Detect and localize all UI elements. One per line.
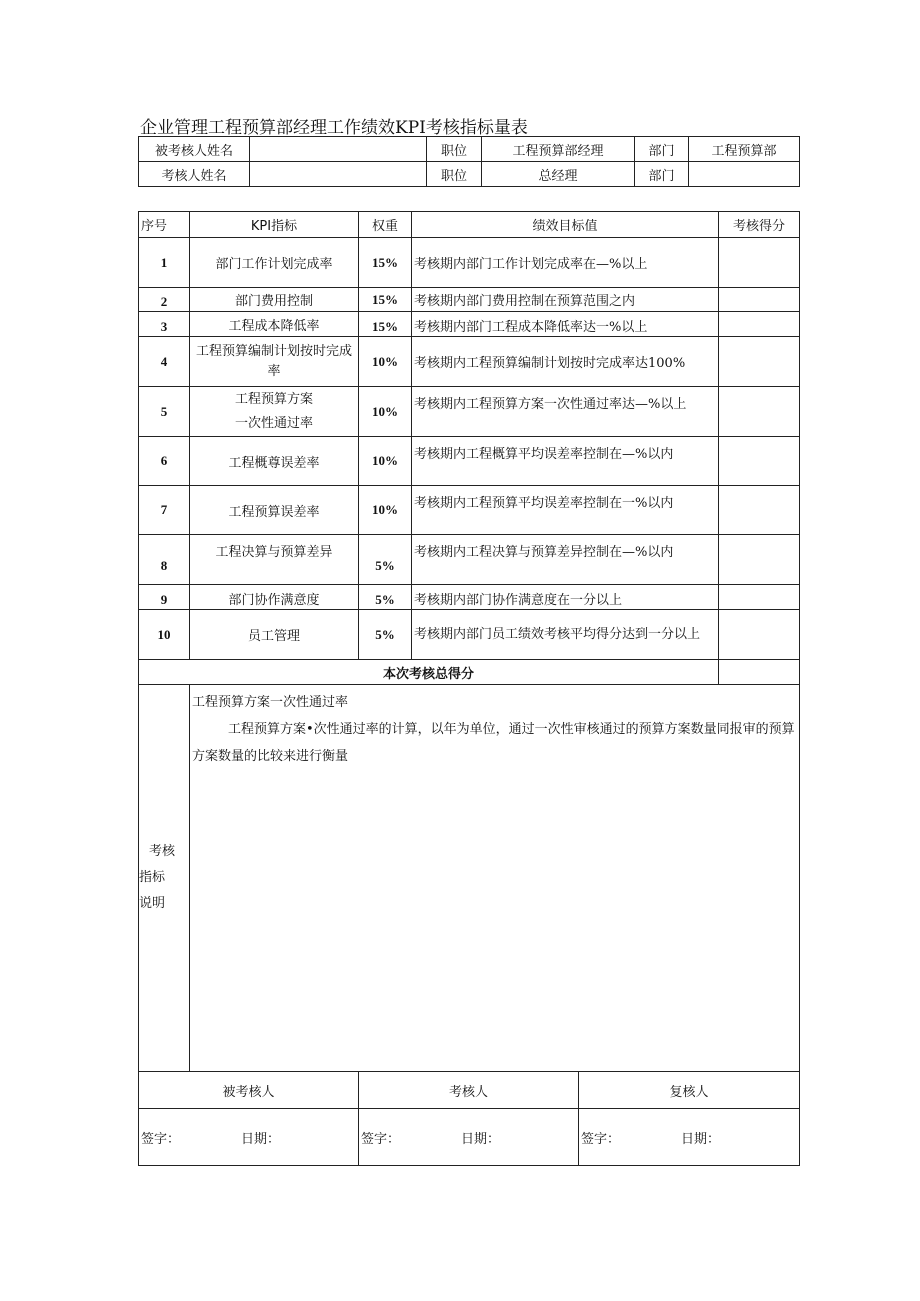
row-score-field[interactable] (719, 535, 800, 585)
row-score-field[interactable] (719, 337, 800, 387)
row-weight: 5% (359, 610, 412, 660)
description-label-line1: 考核 (149, 844, 176, 859)
row-no: 5 (139, 387, 190, 437)
kpi-row (139, 312, 800, 337)
header-target: 绩效目标值 (412, 212, 719, 238)
description-body (190, 685, 800, 1072)
row-weight: 10% (359, 437, 412, 486)
header-weight: 权重 (359, 212, 412, 238)
row-weight: 5% (359, 585, 412, 610)
row-score-field[interactable] (719, 288, 800, 312)
examiner-name-field[interactable] (250, 162, 427, 187)
row-indicator-line2: 一次性通过率 (234, 415, 313, 431)
sign-label: 签字： (581, 1131, 621, 1147)
info-table (138, 136, 800, 187)
kpi-row (139, 238, 800, 288)
row-no: 3 (139, 312, 190, 337)
department-label: 部门 (635, 137, 689, 162)
row-weight: 10% (359, 337, 412, 387)
row-target: 考核期内部门工作计划完成率在—%以上 (412, 238, 719, 288)
signature-table (138, 1071, 800, 1166)
total-score-label: 本次考核总得分 (139, 660, 719, 685)
examinee-position-value[interactable]: 工程预算部经理 (482, 137, 635, 162)
row-target: 考核期内工程概算平均误差率控制在—%以内 (412, 437, 719, 486)
row-target: 考核期内工程预算编制计划按时完成率达100% (412, 337, 719, 387)
position-label: 职位 (427, 162, 482, 187)
row-no: 1 (139, 238, 190, 288)
row-target: 考核期内工程决算与预算差异控制在—%以内 (412, 535, 719, 585)
page-title: 企业管理工程预算部经理工作绩效KPI考核指标量表 (140, 118, 528, 138)
row-score-field[interactable] (719, 437, 800, 486)
total-row (139, 660, 800, 685)
date-label: 日期： (241, 1131, 281, 1147)
kpi-table (138, 211, 800, 1072)
row-indicator: 工程概尊误差率 (190, 437, 359, 486)
header-indicator: KPI指标 (190, 212, 359, 238)
row-no: 2 (139, 288, 190, 312)
row-score-field[interactable] (719, 486, 800, 535)
row-indicator: 员工管理 (190, 610, 359, 660)
kpi-row (139, 585, 800, 610)
row-weight: 5% (359, 535, 412, 585)
examiner-position-value[interactable]: 总经理 (482, 162, 635, 187)
kpi-header-row (139, 212, 800, 238)
row-weight: 15% (359, 238, 412, 288)
examinee-signature-cell[interactable] (139, 1109, 359, 1166)
kpi-row (139, 387, 800, 437)
total-score-field[interactable] (719, 660, 800, 685)
info-row-examinee (139, 137, 800, 162)
row-indicator: 部门费用控制 (190, 288, 359, 312)
description-row (139, 685, 800, 1072)
row-target: 考核期内部门员工绩效考核平均得分达到一分以上 (412, 610, 719, 660)
sign-label: 签字： (141, 1131, 181, 1147)
kpi-row (139, 288, 800, 312)
row-score-field[interactable] (719, 238, 800, 288)
examinee-department-value[interactable]: 工程预算部 (689, 137, 800, 162)
description-heading: 工程预算方案一次性通过率 (192, 695, 349, 710)
description-label-line3: 说明 (139, 896, 166, 911)
row-indicator: 工程决算与预算差异 (190, 535, 359, 585)
row-no: 9 (139, 585, 190, 610)
reviewer-signature-cell[interactable] (579, 1109, 800, 1166)
row-weight: 15% (359, 288, 412, 312)
position-label: 职位 (427, 137, 482, 162)
examiner-department-value[interactable] (689, 162, 800, 187)
department-label: 部门 (635, 162, 689, 187)
row-indicator: 部门协作满意度 (190, 585, 359, 610)
row-score-field[interactable] (719, 610, 800, 660)
row-score-field[interactable] (719, 387, 800, 437)
header-score: 考核得分 (719, 212, 800, 238)
row-target: 考核期内工程预算方案一次性通过率达—%以上 (412, 387, 719, 437)
signature-row (139, 1109, 800, 1166)
row-indicator: 部门工作计划完成率 (190, 238, 359, 288)
row-indicator (190, 387, 359, 437)
row-score-field[interactable] (719, 312, 800, 337)
signature-header-row (139, 1072, 800, 1109)
examinee-name-label: 被考核人姓名 (139, 137, 250, 162)
info-row-examiner (139, 162, 800, 187)
examiner-header: 考核人 (359, 1072, 579, 1109)
row-indicator: 工程预算编制计划按时完成率 (190, 337, 359, 387)
row-no: 7 (139, 486, 190, 535)
kpi-row (139, 486, 800, 535)
examiner-signature-cell[interactable] (359, 1109, 579, 1166)
sign-label: 签字： (361, 1131, 401, 1147)
date-label: 日期： (461, 1131, 501, 1147)
row-indicator-line1: 工程预算方案 (234, 391, 313, 407)
row-target: 考核期内部门工程成本降低率达一%以上 (412, 312, 719, 337)
kpi-row (139, 535, 800, 585)
date-label: 日期： (681, 1131, 721, 1147)
examinee-header: 被考核人 (139, 1072, 359, 1109)
row-score-field[interactable] (719, 585, 800, 610)
kpi-row (139, 337, 800, 387)
kpi-row (139, 610, 800, 660)
row-no: 10 (139, 610, 190, 660)
row-indicator: 工程预算误差率 (190, 486, 359, 535)
row-target: 考核期内部门费用控制在预算范围之内 (412, 288, 719, 312)
description-label (139, 685, 190, 1072)
row-weight: 15% (359, 312, 412, 337)
row-no: 8 (139, 535, 190, 585)
row-target: 考核期内工程预算平均误差率控制在一%以内 (412, 486, 719, 535)
description-text: 工程预算方案•次性通过率的计算，以年为单位，通过一次性审核通过的预算方案数量同报审的预算方案数量的比较来进行衡量 (192, 722, 795, 764)
row-weight: 10% (359, 486, 412, 535)
examiner-name-label: 考核人姓名 (139, 162, 250, 187)
row-target: 考核期内部门协作满意度在一分以上 (412, 585, 719, 610)
reviewer-header: 复核人 (579, 1072, 800, 1109)
header-no: 序号 (139, 212, 190, 238)
row-no: 4 (139, 337, 190, 387)
kpi-row (139, 437, 800, 486)
examinee-name-field[interactable] (250, 137, 427, 162)
row-indicator: 工程成本降低率 (190, 312, 359, 337)
row-no: 6 (139, 437, 190, 486)
row-weight: 10% (359, 387, 412, 437)
description-label-line2: 指标 (139, 870, 166, 885)
